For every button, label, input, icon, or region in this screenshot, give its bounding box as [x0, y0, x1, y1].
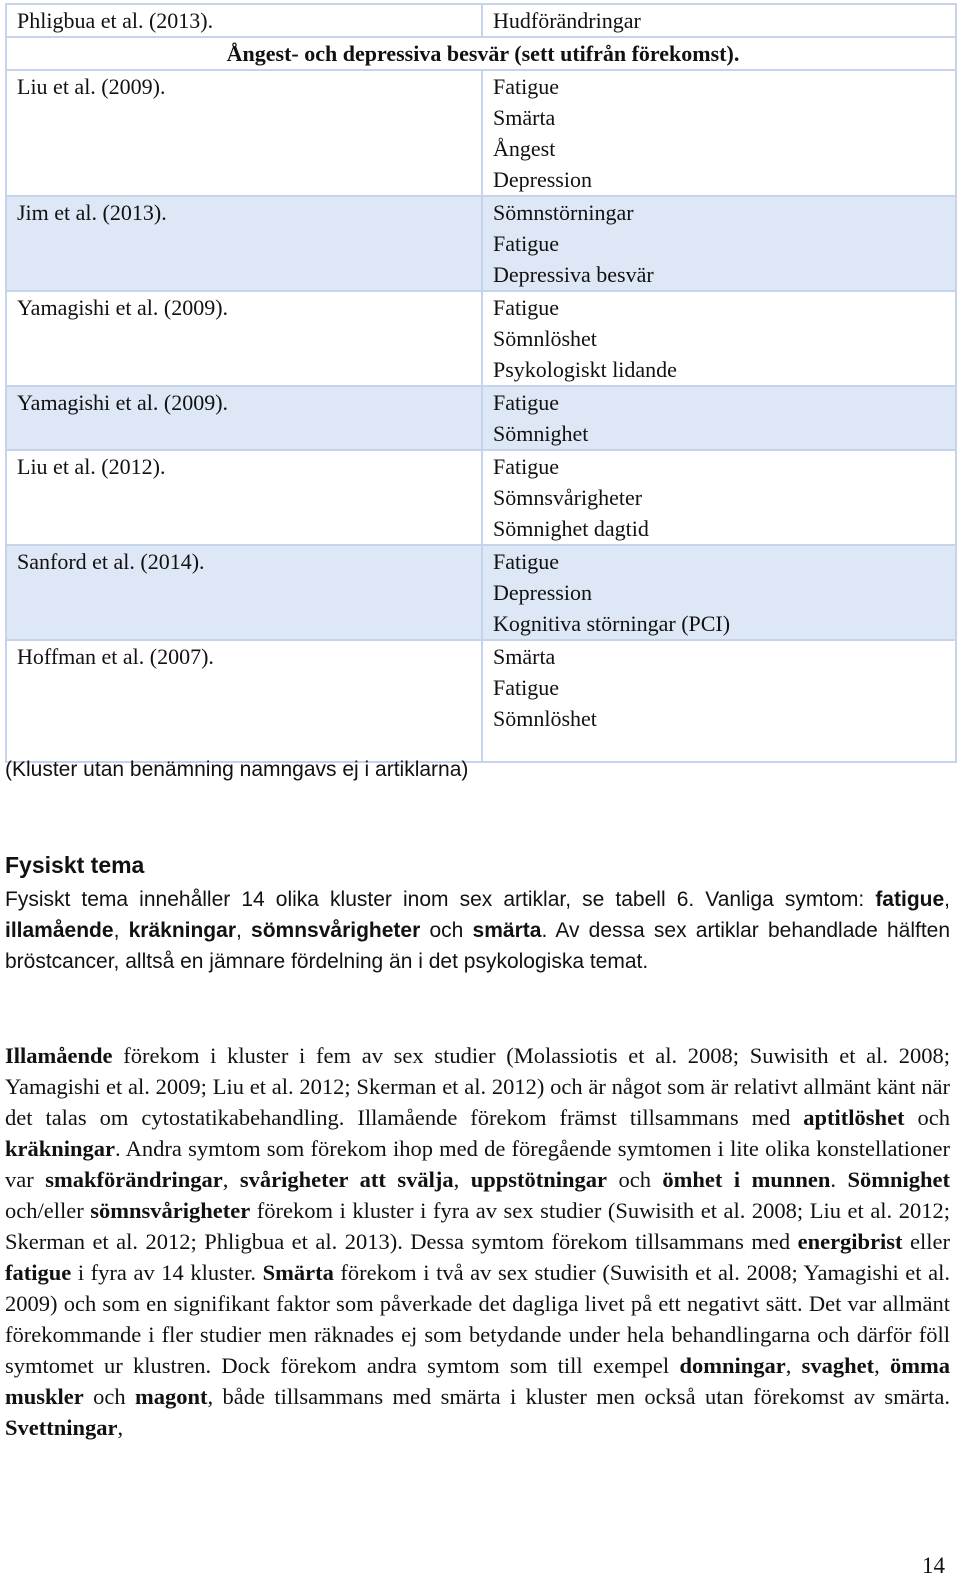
symptom-item: Sömnstörningar: [493, 200, 634, 225]
symptom-item: Fatigue: [493, 390, 559, 415]
symptom-item: Fatigue: [493, 295, 559, 320]
bold-term: kräkningar: [5, 1136, 116, 1161]
table-footnote: (Kluster utan benämning namngavs ej i artiklarna): [5, 758, 469, 781]
text-run: och: [904, 1105, 950, 1130]
text-run: . Andra symtom som förekom ihop med de föregående symtomen i lite olika konstellationer var: [5, 1136, 950, 1192]
bold-term: fatigue: [5, 1260, 72, 1285]
text-run: och: [83, 1384, 136, 1409]
symptoms-cell: [482, 640, 956, 762]
bold-term: kräkningar: [128, 919, 236, 942]
author-cell: Hoffman et al. (2007).: [6, 640, 482, 762]
text-run: ,: [453, 1167, 471, 1192]
text-run: ,: [236, 919, 252, 942]
author-cell: Jim et al. (2013).: [6, 196, 482, 291]
symptom-item: Fatigue: [493, 549, 559, 574]
cluster-table: [5, 3, 957, 763]
text-run: förekom i kluster i fem av sex studier (Molassiotis et al. 2008; Suwisith et al. 2008; Yamagishi et al. 2009; Liu et al. 2012; Skerman et al. 2012) och är något som är relativt allmänt känt när det talas om cytostatikabehandling. Illamående förekom främst tillsammans med: [5, 1043, 950, 1130]
bold-term: energibrist: [797, 1229, 903, 1254]
author-cell: Liu et al. (2009).: [6, 70, 482, 196]
bold-term: magont: [135, 1384, 208, 1409]
bold-term: ömma muskler: [5, 1353, 951, 1409]
table-row: [6, 450, 956, 545]
text-run: ,: [113, 919, 129, 942]
group-header-cell: Ångest- och depressiva besvär (sett utifrån förekomst).: [6, 37, 956, 70]
bold-term: aptitlöshet: [803, 1105, 905, 1130]
symptom-item: Sömnsvårigheter: [493, 485, 643, 510]
text-run: eller: [902, 1229, 950, 1254]
table-row: [6, 545, 956, 640]
table-row: [6, 70, 956, 196]
table-row: [6, 640, 956, 762]
author-cell: Liu et al. (2012).: [6, 450, 482, 545]
symptom-item: Psykologiskt lidande: [493, 357, 677, 382]
bold-term: Illamående: [5, 1043, 113, 1068]
symptom-item: Depressiva besvär: [493, 262, 654, 287]
symptom-item: Sömnlöshet: [493, 706, 597, 731]
symptom-item: Smärta: [493, 644, 556, 669]
table-group-header-row: [6, 37, 956, 70]
symptom-item: Depression: [493, 167, 592, 192]
text-run: ,: [117, 1415, 124, 1440]
table-row: [6, 196, 956, 291]
author-cell: Phligbua et al. (2013).: [6, 4, 482, 37]
symptoms-cell: [482, 450, 956, 545]
bold-term: uppstötningar: [470, 1167, 607, 1192]
symptoms-cell: [482, 196, 956, 291]
symptom-item: Fatigue: [493, 231, 559, 256]
symptom-item: Sömnighet dagtid: [493, 516, 649, 541]
symptom-item: Fatigue: [493, 74, 559, 99]
symptoms-cell: [482, 70, 956, 196]
symptom-item: Sömnlöshet: [493, 326, 597, 351]
intro-paragraph: [5, 884, 950, 977]
text-run: och: [606, 1167, 663, 1192]
text-run: , både tillsammans med smärta i kluster men också utan förekomst av smärta.: [207, 1384, 950, 1409]
page-number: 14: [922, 1553, 945, 1578]
bold-term: domningar: [679, 1353, 786, 1378]
symptom-item: Fatigue: [493, 675, 559, 700]
author-cell: Yamagishi et al. (2009).: [6, 291, 482, 386]
symptom-item: Hudförändringar: [493, 8, 641, 33]
symptom-item: Kognitiva störningar (PCI): [493, 611, 731, 636]
bold-term: sömnsvårigheter: [90, 1198, 251, 1223]
symptom-item: Smärta: [493, 105, 556, 130]
text-run: Fysiskt tema innehåller 14 olika kluster inom sex artiklar, se tabell 6. Vanliga symtom:: [5, 888, 876, 911]
table-row: [6, 291, 956, 386]
text-run: .: [830, 1167, 848, 1192]
section-heading: Fysiskt tema: [5, 852, 145, 878]
bold-term: smärta: [472, 919, 542, 942]
text-run: förekom i två av sex studier (Suwisith et al. 2008; Yamagishi et al. 2009) och som en signifikant faktor som påverkade det dagliga livet på ett negativt sätt. Det var allmänt förekommande i fler studier men räknades ej som betydande under hela behandlingarna och därför föll symtomet ur klustren. Dock förekom andra symtom som till exempel: [5, 1260, 950, 1378]
bold-term: smakförändringar: [45, 1167, 223, 1192]
bold-term: illamående: [5, 919, 114, 942]
text-run: ,: [874, 1353, 891, 1378]
symptoms-cell: [482, 386, 956, 450]
text-run: ,: [785, 1353, 802, 1378]
symptoms-cell: [482, 545, 956, 640]
table-row: [6, 4, 956, 37]
text-run: ,: [222, 1167, 240, 1192]
symptom-item: Sömnighet: [493, 421, 589, 446]
body-paragraph: [5, 1040, 950, 1443]
text-run: i fyra av 14 kluster.: [71, 1260, 263, 1285]
text-run: . Av dessa sex artiklar behandlade hälften bröstcancer, alltså en jämnare fördelning än i det psykologiska temat.: [5, 919, 951, 973]
symptoms-cell: [482, 291, 956, 386]
bold-term: svaghet: [801, 1353, 875, 1378]
symptom-item: Depression: [493, 580, 592, 605]
text-run: och: [420, 919, 473, 942]
table-row: [6, 386, 956, 450]
bold-term: Sömnighet: [847, 1167, 951, 1192]
bold-term: svårigheter att svälja: [239, 1167, 454, 1192]
text-run: ,: [944, 888, 950, 911]
bold-term: Svettningar: [5, 1415, 118, 1440]
author-cell: Yamagishi et al. (2009).: [6, 386, 482, 450]
bold-term: ömhet i munnen: [662, 1167, 831, 1192]
text-run: och/eller: [5, 1198, 91, 1223]
symptoms-cell: [482, 4, 956, 37]
symptom-item: Ångest: [493, 136, 556, 161]
text-run: förekom i kluster i fyra av sex studier (Suwisith et al. 2008; Liu et al. 2012; Skerman et al. 2012; Phligbua et al. 2013). Dessa symtom förekom tillsammans med: [5, 1198, 950, 1254]
bold-term: sömnsvårigheter: [251, 919, 421, 942]
bold-term: fatigue: [875, 888, 945, 911]
symptom-item: Fatigue: [493, 454, 559, 479]
bold-term: Smärta: [262, 1260, 334, 1285]
author-cell: Sanford et al. (2014).: [6, 545, 482, 640]
